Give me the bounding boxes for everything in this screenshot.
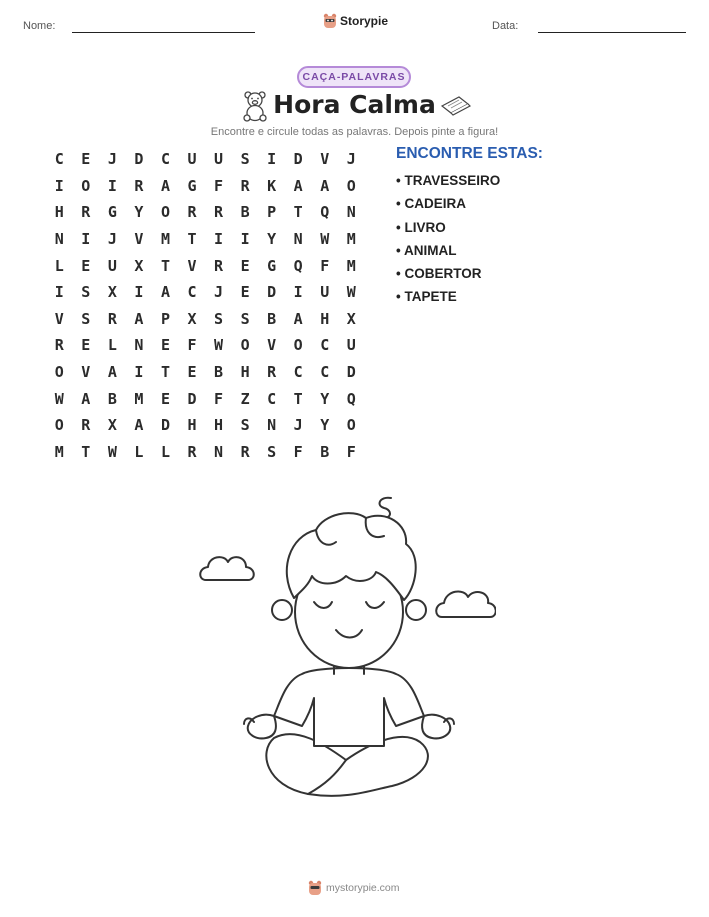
grid-letter[interactable]: I	[107, 176, 117, 195]
grid-letter[interactable]: H	[54, 203, 64, 222]
word-list	[396, 171, 500, 311]
grid-letter[interactable]: D	[346, 363, 356, 382]
grid-letter[interactable]: D	[160, 416, 170, 435]
grid-letter[interactable]: U	[346, 336, 356, 355]
grid-letter[interactable]: I	[214, 230, 224, 249]
word-list-item: • TAPETE	[396, 289, 457, 305]
grid-letter[interactable]: A	[134, 416, 144, 435]
grid-letter[interactable]: I	[81, 230, 91, 249]
grid-letter[interactable]: X	[187, 309, 197, 328]
grid-letter[interactable]: F	[187, 336, 197, 355]
grid-letter[interactable]: C	[320, 336, 330, 355]
grid-letter[interactable]: H	[240, 363, 250, 382]
grid-letter[interactable]: B	[267, 309, 277, 328]
grid-letter[interactable]: P	[267, 203, 277, 222]
grid-letter[interactable]: I	[134, 283, 144, 302]
grid-letter[interactable]: H	[320, 309, 330, 328]
grid-letter[interactable]: C	[187, 283, 197, 302]
grid-letter[interactable]: S	[214, 309, 224, 328]
grid-letter[interactable]: E	[160, 336, 170, 355]
grid-letter[interactable]: E	[187, 363, 197, 382]
grid-letter[interactable]: D	[187, 389, 197, 408]
grid-letter[interactable]: G	[187, 176, 197, 195]
grid-letter[interactable]: V	[187, 256, 197, 275]
grid-letter[interactable]: E	[81, 150, 91, 169]
word-list-item: • COBERTOR	[396, 266, 482, 282]
footer-url[interactable]: mystorypie.com	[326, 882, 400, 894]
brand-logo	[323, 13, 388, 29]
grid-letter[interactable]: T	[160, 363, 170, 382]
grid-letter[interactable]: T	[81, 442, 91, 461]
grid-letter[interactable]: C	[54, 150, 64, 169]
grid-letter[interactable]: I	[267, 150, 277, 169]
grid-letter[interactable]: R	[240, 176, 250, 195]
grid-letter[interactable]: C	[320, 363, 330, 382]
footer	[308, 880, 400, 896]
grid-letter[interactable]: Y	[320, 389, 330, 408]
date-field-line[interactable]	[538, 32, 686, 33]
grid-letter[interactable]: N	[214, 442, 224, 461]
name-label: Nome:	[23, 20, 56, 32]
grid-letter[interactable]: W	[346, 283, 356, 302]
grid-letter[interactable]: I	[54, 176, 64, 195]
grid-letter[interactable]: E	[81, 256, 91, 275]
grid-letter[interactable]: V	[54, 309, 64, 328]
grid-letter[interactable]: S	[240, 150, 250, 169]
page-title: Hora Calma	[273, 90, 436, 119]
grid-letter[interactable]: Q	[320, 203, 330, 222]
grid-letter[interactable]: X	[107, 283, 117, 302]
grid-letter[interactable]: W	[214, 336, 224, 355]
grid-letter[interactable]: C	[160, 150, 170, 169]
grid-letter[interactable]: W	[320, 230, 330, 249]
grid-letter[interactable]: J	[107, 150, 117, 169]
word-list-title: ENCONTRE ESTAS:	[396, 145, 543, 162]
word-list-item: • CADEIRA	[396, 196, 466, 212]
grid-letter[interactable]: A	[160, 176, 170, 195]
brand-name: Storypie	[340, 14, 389, 28]
grid-letter[interactable]: N	[134, 336, 144, 355]
grid-letter[interactable]: I	[293, 283, 303, 302]
grid-letter[interactable]: M	[54, 442, 64, 461]
grid-letter[interactable]: Q	[346, 389, 356, 408]
grid-letter[interactable]: B	[320, 442, 330, 461]
grid-letter[interactable]: X	[346, 309, 356, 328]
grid-letter[interactable]: J	[107, 230, 117, 249]
grid-letter[interactable]: H	[214, 416, 224, 435]
grid-letter[interactable]: O	[346, 416, 356, 435]
grid-letter[interactable]: S	[267, 442, 277, 461]
grid-letter[interactable]: U	[320, 283, 330, 302]
grid-letter[interactable]: O	[346, 176, 356, 195]
grid-letter[interactable]: R	[267, 363, 277, 382]
grid-letter[interactable]: N	[293, 230, 303, 249]
grid-letter[interactable]: R	[187, 203, 197, 222]
grid-letter[interactable]: W	[107, 442, 117, 461]
grid-letter[interactable]: Q	[293, 256, 303, 275]
grid-letter[interactable]: L	[54, 256, 64, 275]
grid-letter[interactable]: K	[267, 176, 277, 195]
grid-letter[interactable]: I	[134, 363, 144, 382]
grid-letter[interactable]: D	[267, 283, 277, 302]
grid-letter[interactable]: U	[214, 150, 224, 169]
grid-letter[interactable]: R	[240, 442, 250, 461]
date-label: Data:	[492, 20, 519, 32]
grid-letter[interactable]: A	[293, 309, 303, 328]
grid-letter[interactable]: S	[81, 309, 91, 328]
grid-letter[interactable]: N	[346, 203, 356, 222]
grid-letter[interactable]: L	[134, 442, 144, 461]
grid-letter[interactable]: M	[346, 230, 356, 249]
grid-letter[interactable]: E	[160, 389, 170, 408]
grid-letter[interactable]: T	[293, 389, 303, 408]
blanket-icon	[439, 94, 471, 116]
grid-letter[interactable]: N	[267, 416, 277, 435]
grid-letter[interactable]: F	[346, 442, 356, 461]
grid-letter[interactable]: O	[160, 203, 170, 222]
grid-letter[interactable]: O	[293, 336, 303, 355]
grid-letter[interactable]: F	[214, 176, 224, 195]
grid-letter[interactable]: V	[134, 230, 144, 249]
grid-letter[interactable]: J	[293, 416, 303, 435]
category-badge: CAÇA-PALAVRAS	[297, 66, 411, 88]
grid-letter[interactable]: A	[107, 363, 117, 382]
word-list-item: • LIVRO	[396, 219, 446, 235]
name-field-line[interactable]	[72, 32, 255, 33]
grid-letter[interactable]: F	[293, 442, 303, 461]
instructions: Encontre e circule todas as palavras. Depois pinte a figura!	[210, 126, 499, 138]
grid-letter[interactable]: O	[240, 336, 250, 355]
grid-letter[interactable]: R	[54, 336, 64, 355]
grid-letter[interactable]: T	[187, 230, 197, 249]
grid-letter[interactable]: Y	[320, 416, 330, 435]
word-list-item: • TRAVESSEIRO	[396, 173, 501, 188]
grid-letter[interactable]: O	[54, 363, 64, 382]
grid-letter[interactable]: D	[134, 150, 144, 169]
grid-letter[interactable]: U	[107, 256, 117, 275]
grid-letter[interactable]: A	[134, 309, 144, 328]
grid-letter[interactable]: V	[320, 150, 330, 169]
grid-letter[interactable]: F	[320, 256, 330, 275]
grid-letter[interactable]: I	[240, 230, 250, 249]
grid-letter[interactable]: Y	[134, 203, 144, 222]
grid-letter[interactable]: C	[267, 389, 277, 408]
grid-letter[interactable]: A	[320, 176, 330, 195]
grid-letter[interactable]: Y	[267, 230, 277, 249]
grid-letter[interactable]: D	[293, 150, 303, 169]
grid-letter[interactable]: A	[81, 389, 91, 408]
grid-letter[interactable]: R	[214, 203, 224, 222]
grid-letter[interactable]: R	[107, 309, 117, 328]
grid-letter[interactable]: O	[54, 416, 64, 435]
grid-letter[interactable]: C	[293, 363, 303, 382]
grid-letter[interactable]: P	[160, 309, 170, 328]
grid-letter[interactable]: B	[214, 363, 224, 382]
grid-letter[interactable]: N	[54, 230, 64, 249]
word-list-item: • ANIMAL	[396, 242, 457, 258]
grid-letter[interactable]: U	[187, 150, 197, 169]
grid-letter[interactable]: E	[240, 283, 250, 302]
grid-letter[interactable]: R	[134, 176, 144, 195]
grid-letter[interactable]: G	[267, 256, 277, 275]
grid-letter[interactable]: X	[107, 416, 117, 435]
grid-letter[interactable]: J	[346, 150, 356, 169]
grid-letter[interactable]: R	[81, 416, 91, 435]
grid-letter[interactable]: S	[81, 283, 91, 302]
grid-letter[interactable]: M	[134, 389, 144, 408]
grid-letter[interactable]: X	[134, 256, 144, 275]
meditating-child-illustration	[196, 490, 496, 810]
storypie-logo-icon	[308, 880, 322, 896]
word-search-grid[interactable]	[46, 146, 365, 465]
grid-letter[interactable]: I	[54, 283, 64, 302]
grid-letter[interactable]: G	[107, 203, 117, 222]
grid-letter[interactable]: R	[214, 256, 224, 275]
grid-letter[interactable]: V	[81, 363, 91, 382]
grid-letter[interactable]: L	[160, 442, 170, 461]
grid-letter[interactable]: W	[54, 389, 64, 408]
grid-letter[interactable]: V	[267, 336, 277, 355]
grid-letter[interactable]: M	[160, 230, 170, 249]
grid-letter[interactable]: F	[214, 389, 224, 408]
grid-letter[interactable]: B	[240, 203, 250, 222]
grid-letter[interactable]: A	[160, 283, 170, 302]
grid-letter[interactable]: R	[187, 442, 197, 461]
grid-letter[interactable]: S	[240, 309, 250, 328]
grid-letter[interactable]: R	[81, 203, 91, 222]
grid-letter[interactable]: S	[240, 416, 250, 435]
storypie-logo-icon	[323, 13, 337, 29]
grid-letter[interactable]: B	[107, 389, 117, 408]
grid-letter[interactable]: A	[293, 176, 303, 195]
grid-letter[interactable]: T	[160, 256, 170, 275]
grid-letter[interactable]: O	[81, 176, 91, 195]
grid-letter[interactable]: Z	[240, 389, 250, 408]
grid-letter[interactable]: T	[293, 203, 303, 222]
grid-letter[interactable]: J	[214, 283, 224, 302]
grid-letter[interactable]: E	[81, 336, 91, 355]
grid-letter[interactable]: L	[107, 336, 117, 355]
grid-letter[interactable]: E	[240, 256, 250, 275]
grid-letter[interactable]: M	[346, 256, 356, 275]
grid-letter[interactable]: H	[187, 416, 197, 435]
